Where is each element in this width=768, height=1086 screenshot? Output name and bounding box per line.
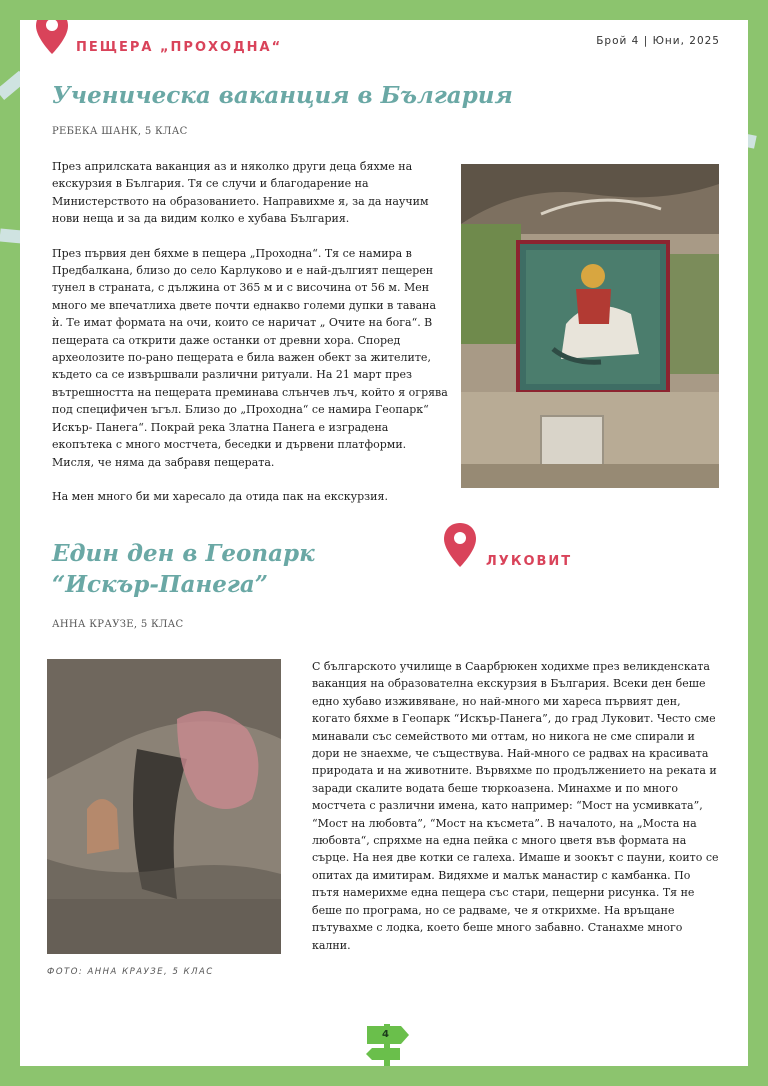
fresco-image <box>461 164 719 488</box>
article1-title: Ученическа ваканция в България <box>52 82 513 109</box>
location-pin-icon <box>442 521 478 569</box>
header-location: ПЕЩЕРА „ПРОХОДНА“ <box>76 40 283 55</box>
article2-author: АННА КРАУЗЕ, 5 КЛАС <box>52 619 184 630</box>
article2-title-line1: Един ден в Геопарк <box>52 540 315 567</box>
article2-title <box>52 538 315 600</box>
article1-body <box>52 158 448 505</box>
article2-paragraph: С българското училище в Саарбрюкен ходихме през великденската ваканция на образователна екскурзия в България. Всеки ден беше едно хубаво изживяване, но най-много ми хареса първият ден, когато бяхме в Геопарк “Искър-Панега”, до град Луковит. Често сме минавали със семейството ми оттам, но никога не сме спирали и дори не знаехме, че съществува. Най-много се радвах на красивата природата и на животните. Вървяхме по продължението на реката и заради скалите водата беше тюркоазена. Минахме и по много мостчета с различни имена, като например: “Мост на усмивката”, “Мост на любовта”, “Мост на късмета”. В началото, на „Моста на любовта“, спряхме на една пейка с много цветя във формата на сърце. На нея две котки се галеха. Имаше и зоокът с пауни, които се опитах да имитирам. Видяхме и малък манастир с камбанка. По пътя намерихме една пещера със стари, пещерни рисунка. Тя не беше по програма, но се радваме, че я открихме. На връщане пътувахме с лодка, което беше много забавно. Станахме много кални. <box>312 660 719 952</box>
article2-photo <box>47 659 281 954</box>
location-pin-icon <box>34 20 70 56</box>
article1-paragraph: На мен много би ми харесало да отида пак на екскурзия. <box>52 489 388 503</box>
article2-title-line2: “Искър-Панега” <box>52 571 268 599</box>
article2-body <box>312 658 720 954</box>
newsletter-page <box>20 20 748 1066</box>
cave-drawing-image <box>47 659 281 954</box>
page-number: 4 <box>382 1029 389 1040</box>
signpost-icon <box>364 1020 410 1066</box>
article1-paragraph: През първия ден бяхме в пещера „Проходна“. Тя се намира в Предбалкана, близо до село Карлуково и е най-дългият пещерен тунел в страната, с дължина от 365 м и с височина от 56 м. Мен много ме впечатлиха двете почти еднакво големи дупки в тавана ѝ. Те имат формата на очи, които се наричат „ Очите на бога“. В пещерата са открити даже останки от древни хора. Според археолозите по-рано пещерата е била важен обект за жителите, където са се извършвали различни ритуали. На 21 март през вътрешността на пещерата преминава слънчев лъч, който я огрява под специфичен ъгъл. Близо до „Проходна“ се намира Геопарк“ Искър- Панега“. Покрай река Златна Панега е изградена екопътека с много мостчета, беседки и дървени платформи. Мисля, че няма да забравя пещерата. <box>52 246 448 469</box>
article1-photo <box>461 164 719 488</box>
article1-author: РЕБЕКА ШАНК, 5 КЛАС <box>52 126 188 137</box>
issue-label: Брой 4 | Юни, 2025 <box>596 35 720 47</box>
article1-paragraph: През априлската ваканция аз и няколко други деца бяхме на екскурзия в България. Тя се случи и благодарение на Министерството на образованието. Направихме я, за да научим нови неща и за да видим колко е хубава България. <box>52 160 429 226</box>
photo-caption: ФОТО: АННА КРАУЗЕ, 5 КЛАС <box>47 967 214 977</box>
marker-location: ЛУКОВИТ <box>486 554 573 569</box>
